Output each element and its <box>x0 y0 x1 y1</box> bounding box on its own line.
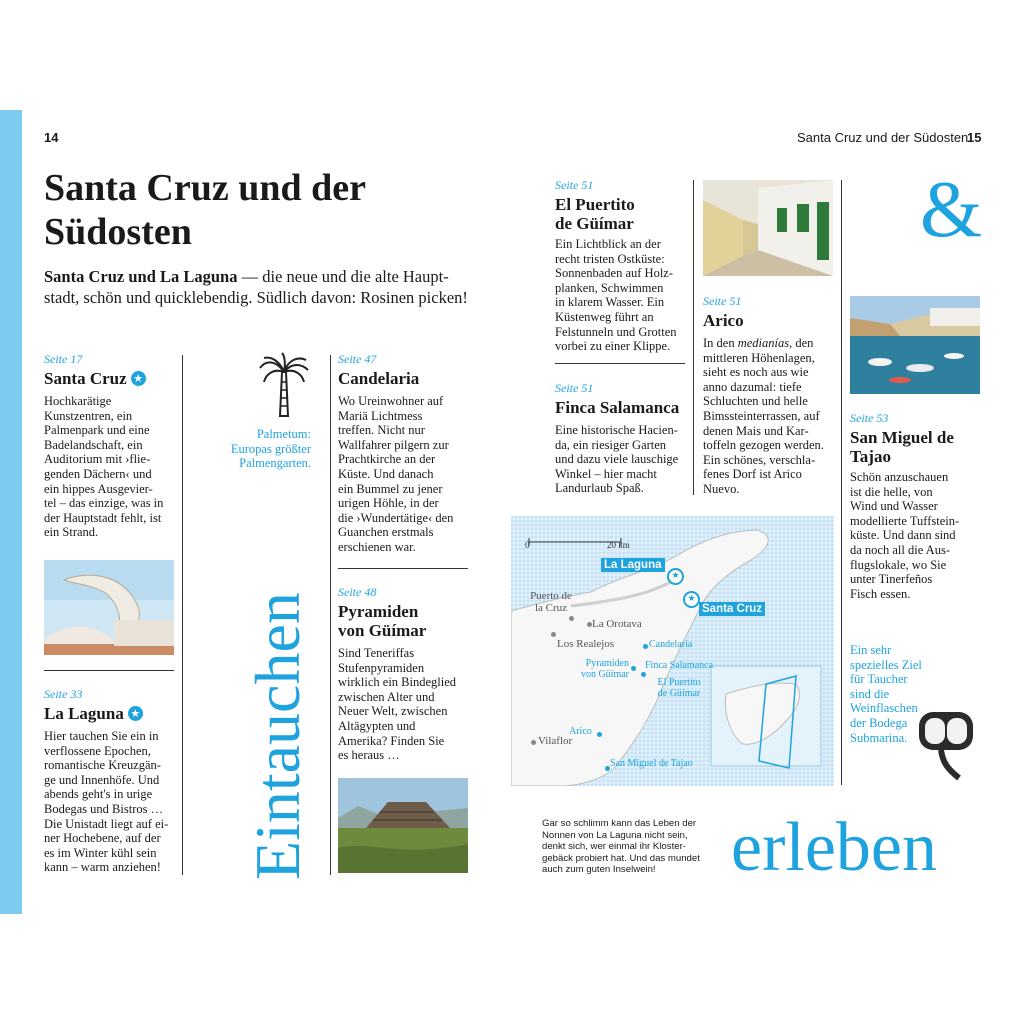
text-line: tel – das einzige, was in <box>44 496 164 511</box>
text-line: Fisch essen. <box>850 586 911 601</box>
divider <box>338 568 468 569</box>
map-place-arico: Arico <box>569 726 592 737</box>
divider <box>44 670 174 671</box>
text-line: ein hippes Ausgevier- <box>44 481 153 496</box>
eintauchen-word: Eintauchen <box>242 592 313 880</box>
heading-line: San Miguel de <box>850 428 954 447</box>
text-line: Palmetum: <box>256 427 311 441</box>
text-line: Gar so schlimm kann das Leben der <box>542 818 697 829</box>
street-photo <box>703 180 833 276</box>
entry-heading <box>850 428 982 466</box>
entry-puertito <box>555 178 689 354</box>
text-line: gebäck probiert hat. Und das mundet <box>542 852 700 864</box>
text-line: Stufenpyramiden <box>338 660 425 675</box>
text-line: Submarina. <box>850 730 908 745</box>
place-line: de Güímar <box>657 688 701 699</box>
entry-heading <box>555 195 689 233</box>
column-rule <box>182 355 183 875</box>
scale-zero: 0 <box>525 540 530 550</box>
text-line: Nuevo. <box>703 481 740 496</box>
entry-body <box>850 470 982 601</box>
place-line: Puerto de <box>530 590 572 602</box>
text-line: treffen. Nicht nur <box>338 423 425 438</box>
page-title <box>44 166 366 254</box>
entry-body <box>555 423 689 496</box>
title-line-1: Santa Cruz und der <box>44 167 366 209</box>
column-rule <box>693 180 694 495</box>
map-place-finca: Finca Salamanca <box>645 660 714 671</box>
seite-ref: Seite 47 <box>338 352 377 366</box>
heading-line: Pyramiden <box>338 602 419 621</box>
text-line: Badelandschaft, ein <box>44 437 143 452</box>
intro-line-1: — die neue und die alte Haupt- <box>237 267 449 286</box>
text-line: sind die <box>850 686 890 701</box>
text-line: Wo Ureinwohner auf <box>338 394 444 408</box>
text-line: flugslokale, wo Sie <box>850 557 947 572</box>
map-place-candelaria: Candelaria <box>649 639 693 650</box>
entry-santa-cruz <box>44 352 176 540</box>
entry-heading <box>338 602 470 640</box>
text-line: Küstenweg führt an <box>555 309 654 324</box>
running-head: Santa Cruz und der Südosten <box>797 130 969 145</box>
text-line: toffeln gezogen werden. <box>703 438 824 453</box>
map-place-san-miguel: San Miguel de Tajao <box>610 758 693 769</box>
text-line: abends geht's in urige <box>44 787 153 802</box>
entry-heading: Finca Salamanca <box>555 398 680 417</box>
region-map <box>511 516 834 786</box>
text-line: da noch all die Aus- <box>850 542 950 557</box>
arico-line-1-italic: medianías, <box>737 336 793 350</box>
text-line: Wallfahrer pilgern zur <box>338 437 449 452</box>
text-line: wirklich ein Bindeglied <box>338 675 457 690</box>
text-line: Mariä Lichtmess <box>338 408 423 423</box>
column-rule <box>330 355 331 875</box>
seite-ref: Seite 33 <box>44 687 83 701</box>
auditorio-photo <box>44 560 174 655</box>
text-line: planken, Schwimmen <box>555 280 664 295</box>
pyramid-photo <box>338 778 468 873</box>
text-line: Schluchten und helle <box>703 394 808 409</box>
star-icon: ★ <box>667 568 684 585</box>
text-line: Altägypten und <box>338 718 416 733</box>
text-line: Palmenpark und eine <box>44 423 150 438</box>
map-place-pyramiden <box>573 658 629 680</box>
divider <box>555 363 685 364</box>
map-place-realejos: Los Realejos <box>557 638 615 650</box>
text-line: anno dazumal: tiefe <box>703 379 802 394</box>
seite-ref: Seite 17 <box>44 352 83 366</box>
entry-heading: Candelaria <box>338 369 420 388</box>
map-place-vilaflor: Vilaflor <box>538 735 573 747</box>
text-line: da, ein riesiger Garten <box>555 437 667 452</box>
heading-line: El Puertito <box>555 195 635 214</box>
text-line: Hier tauchen Sie ein in <box>44 729 159 743</box>
map-dot <box>641 672 646 677</box>
text-line: Ein Lichtblick an der <box>555 237 661 251</box>
text-line: Neuer Welt, zwischen <box>338 704 448 719</box>
entry-heading <box>44 369 176 388</box>
text-line: Amerika? Finden Sie <box>338 733 445 748</box>
text-line: Palmengarten. <box>239 456 311 471</box>
text-line: die ›Wundertätige‹ den <box>338 510 454 525</box>
text-line: Auditorium mit ›flie- <box>44 452 151 467</box>
text-line: ge und Innenhöfe. Und <box>44 772 160 787</box>
text-line: unter Tinerfeños <box>850 572 933 587</box>
nuns-note <box>542 818 722 876</box>
text-line: Die Unistadt liegt auf ei- <box>44 816 169 831</box>
map-dot <box>569 616 574 621</box>
text-line: Nonnen von La Laguna nicht sein, <box>542 829 688 841</box>
place-line: Pyramiden <box>585 658 629 669</box>
heading-line: Tajao <box>850 447 891 466</box>
entry-body <box>44 729 178 875</box>
map-place-orotava: La Orotava <box>592 618 642 630</box>
text-line: spezielles Ziel <box>850 657 922 672</box>
entry-heading: Arico <box>703 311 744 330</box>
column-rule <box>841 180 842 785</box>
text-line: Sind Teneriffas <box>338 646 415 660</box>
text-line: Guanchen erstmals <box>338 525 434 540</box>
entry-candelaria <box>338 352 470 555</box>
entry-body <box>338 394 470 555</box>
page-edge-tab <box>0 110 22 914</box>
entry-body <box>44 394 176 540</box>
text-line: Bimssteinterrassen, auf <box>703 408 820 423</box>
text-line: urigen Höhle, in der <box>338 496 439 511</box>
page-number-right: 15 <box>967 130 982 145</box>
text-line: Bodegas und Bistros … <box>44 801 164 816</box>
heading-line: von Güímar <box>338 621 427 640</box>
seite-ref: Seite 48 <box>338 585 377 599</box>
ampersand-glyph: & <box>920 166 983 254</box>
arico-line-1: In den <box>703 336 738 350</box>
text-line: genden Dächern‹ und <box>44 466 152 481</box>
text-line: es heraus … <box>338 748 400 763</box>
text-line: Felstunneln und Grotten <box>555 324 677 339</box>
scale-km: 20 km <box>607 540 630 550</box>
text-line: für Taucher <box>850 672 908 687</box>
text-line: vorbei zu einer Klippe. <box>555 339 671 354</box>
map-dot <box>643 644 648 649</box>
text-line: Winkel – hier macht <box>555 466 657 481</box>
title-line-2: Südosten <box>44 211 192 253</box>
entry-finca <box>555 381 689 496</box>
text-line: Hochkarätige <box>44 394 112 408</box>
palmetum-caption <box>220 427 311 471</box>
entry-pyramiden <box>338 585 470 763</box>
star-icon: ★ <box>683 591 700 608</box>
text-line: es im Winter kühl sein <box>44 845 157 860</box>
arico-line-1-end: den <box>792 336 814 350</box>
text-line: Europas größter <box>230 441 311 456</box>
heading-text: Santa Cruz <box>44 369 127 388</box>
map-place-puertito <box>651 677 707 699</box>
star-icon: ★ <box>128 706 143 721</box>
text-line: Landurlaub Spaß. <box>555 481 644 496</box>
map-dot <box>551 632 556 637</box>
text-line: auch zum guten Inselwein! <box>542 864 656 876</box>
intro-text <box>44 266 484 308</box>
place-line: El Puertito <box>657 677 701 688</box>
text-line: modellierte Tuffstein- <box>850 513 960 528</box>
arico-lines <box>703 351 835 497</box>
place-line: la Cruz <box>534 602 568 614</box>
text-line: der Bodega <box>850 715 908 730</box>
text-line: Ein schönes, verschla- <box>703 452 816 467</box>
text-line: küste. Und dann sind <box>850 528 956 543</box>
seite-ref: Seite 51 <box>555 178 594 192</box>
text-line: verflossene Epochen, <box>44 743 151 758</box>
text-line: Wind und Wasser <box>850 499 938 514</box>
text-line: recht tristen Ostküste: <box>555 251 665 266</box>
text-line: Ein sehr <box>850 643 892 657</box>
text-line: kann – warm anziehen! <box>44 860 161 875</box>
text-line: der Hauptstadt fehlt, ist <box>44 510 162 525</box>
star-icon: ★ <box>131 371 146 386</box>
map-place-puerto <box>527 590 575 614</box>
entry-body <box>703 336 835 497</box>
harbour-photo <box>850 296 980 394</box>
entry-san-miguel <box>850 411 982 601</box>
intro-line-2: stadt, schön und quicklebendig. Südlich davon: Rosinen picken! <box>44 288 468 307</box>
text-line: ein Strand. <box>44 525 99 540</box>
text-line: zwischen Alter und <box>338 689 435 704</box>
entry-arico <box>703 294 835 497</box>
intro-bold: Santa Cruz und La Laguna <box>44 267 238 286</box>
text-line: Weinflaschen <box>850 701 918 716</box>
heading-line: de Güímar <box>555 214 634 233</box>
text-line: sieht es noch aus wie <box>703 365 809 380</box>
text-line: erschienen war. <box>338 539 416 554</box>
map-tag-santa-cruz: Santa Cruz <box>699 602 765 616</box>
text-line: Kunstzentren, ein <box>44 408 133 423</box>
diving-mask-icon <box>915 708 977 786</box>
text-line: Küste. Und danach <box>338 466 434 481</box>
text-line: romantische Kreuzgän- <box>44 758 161 773</box>
text-line: ein Bummel zu jener <box>338 481 443 496</box>
text-line: und dazu viele lauschige <box>555 452 679 467</box>
seite-ref: Seite 51 <box>703 294 742 308</box>
map-tag-la-laguna: La Laguna <box>601 558 665 572</box>
map-dot <box>631 666 636 671</box>
text-line: Sonnenbaden auf Holz- <box>555 266 674 281</box>
map-dot <box>531 740 536 745</box>
text-line: ner Hochebene, auf der <box>44 831 161 846</box>
text-line: denen Mais und Kar- <box>703 423 809 438</box>
text-line: in klarem Wasser. Ein <box>555 295 665 310</box>
map-dot <box>597 732 602 737</box>
heading-text: La Laguna <box>44 704 124 723</box>
entry-body <box>338 646 470 763</box>
entry-body <box>555 237 689 354</box>
text-line: fenes Dorf ist Arico <box>703 467 802 482</box>
text-line: mittleren Höhenlagen, <box>703 350 815 365</box>
palm-tree-icon <box>258 352 310 422</box>
text-line: Eine historische Hacien- <box>555 423 678 437</box>
text-line: denkt sich, wer einmal ihr Kloster- <box>542 841 686 853</box>
text-line: ist die helle, von <box>850 484 933 499</box>
seite-ref: Seite 53 <box>850 411 889 425</box>
text-line: Prachtkirche an der <box>338 452 436 467</box>
seite-ref: Seite 51 <box>555 381 594 395</box>
place-line: von Güímar <box>580 669 629 680</box>
text-line: Schön anzuschauen <box>850 470 949 484</box>
erleben-word: erleben <box>731 809 937 886</box>
page-number-left: 14 <box>44 130 59 145</box>
entry-la-laguna <box>44 687 178 875</box>
entry-heading <box>44 704 178 723</box>
